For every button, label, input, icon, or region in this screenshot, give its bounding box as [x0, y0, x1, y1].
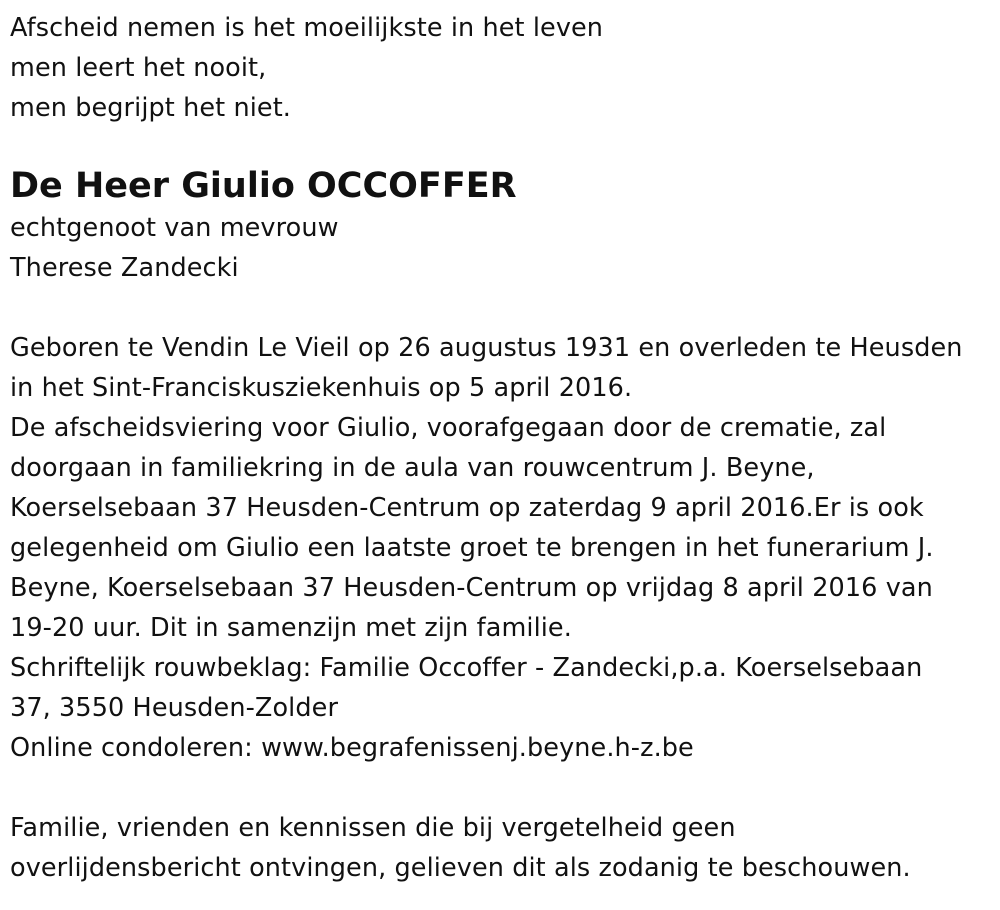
poem-line: Afscheid nemen is het moeilijkste in het leven	[10, 13, 604, 43]
body-line: Online condoleren: www.begrafenissenj.beyne.h-z.be	[10, 733, 694, 763]
spacer	[10, 768, 990, 808]
spacer	[10, 128, 990, 164]
closing-line: Familie, vrienden en kennissen die bij vergetelheid geen	[10, 813, 736, 843]
body-line: doorgaan in familiekring in de aula van rouwcentrum J. Beyne,	[10, 453, 815, 483]
body-line: De afscheidsviering voor Giulio, voorafgegaan door de crematie, zal	[10, 413, 887, 443]
notice-body	[10, 328, 990, 768]
closing-line: overlijdensbericht ontvingen, gelieven dit als zodanig te beschouwen.	[10, 853, 911, 883]
body-line: 19-20 uur. Dit in samenzijn met zijn familie.	[10, 613, 572, 643]
deceased-name: De Heer Giulio OCCOFFER	[10, 166, 517, 206]
body-line: Beyne, Koerselsebaan 37 Heusden-Centrum op vrijdag 8 april 2016 van	[10, 573, 933, 603]
body-line: Schriftelijk rouwbeklag: Familie Occoffer - Zandecki,p.a. Koerselsebaan	[10, 653, 923, 683]
body-line: Koerselsebaan 37 Heusden-Centrum op zaterdag 9 april 2016.Er is ook	[10, 493, 924, 523]
poem	[10, 8, 990, 128]
body-line: Geboren te Vendin Le Vieil op 26 augustus 1931 en overleden te Heusden	[10, 333, 963, 363]
poem-line: men leert het nooit,	[10, 53, 267, 83]
spouse-line: Therese Zandecki	[10, 253, 239, 283]
poem-line: men begrijpt het niet.	[10, 93, 291, 123]
spacer	[10, 288, 990, 328]
closing-note	[10, 808, 990, 888]
body-line: in het Sint-Franciskusziekenhuis op 5 april 2016.	[10, 373, 633, 403]
body-line: gelegenheid om Giulio een laatste groet te brengen in het funerarium J.	[10, 533, 934, 563]
spouse-line: echtgenoot van mevrouw	[10, 213, 339, 243]
body-line: 37, 3550 Heusden-Zolder	[10, 693, 339, 723]
spouse-info	[10, 208, 990, 288]
